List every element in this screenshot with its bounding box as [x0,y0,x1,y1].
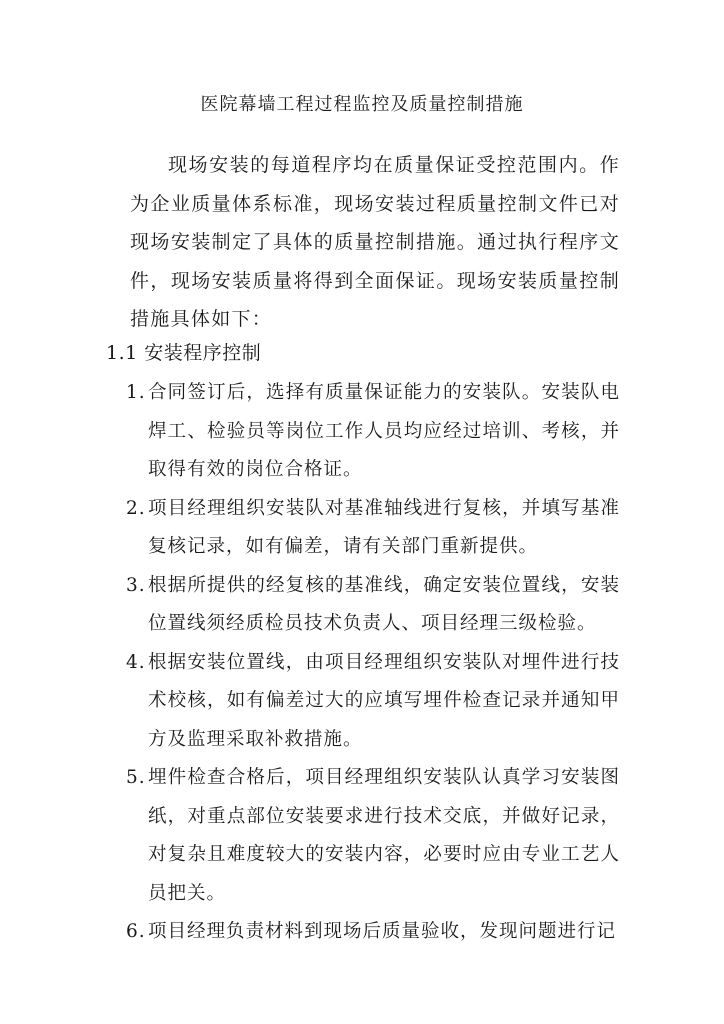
procedure-list [126,374,620,952]
document-title: 医院幕墙工程过程监控及质量控制措施 [200,94,524,115]
list-item-text: 根据安装位置线，由项目经理组织安装队对埋件进行技术校核，如有偏差过大的应填写埋件检查记录并通知甲方及监理采取补救措施。 [148,651,620,750]
list-item-text: 埋件检查合格后，项目经理组织安装队认真学习安装图纸，对重点部位安装要求进行技术交底，并做好记录，对复杂且难度较大的安装内容，必要时应由专业工艺人员把关。 [148,767,620,904]
list-item-6 [126,913,620,952]
list-item-3 [126,567,620,644]
list-item-text: 项目经理组织安装队对基准轴线进行复核，并填写基准复核记录，如有偏差，请有关部门重新提供。 [148,497,620,557]
list-item-number: 2. [126,497,146,519]
list-item-text: 合同签订后，选择有质量保证能力的安装队。安装队电焊工、检验员等岗位工作人员均应经过培训、考核，并取得有效的岗位合格证。 [148,382,620,480]
list-item-text: 根据所提供的经复核的基准线，确定安装位置线，安装位置线须经质检员技术负责人、项目经理三级检验。 [148,574,620,634]
list-item-1 [126,374,620,490]
list-item-4 [126,644,620,760]
list-item-2 [126,490,620,567]
list-item-number: 6. [126,921,146,942]
list-item-number: 4. [126,651,146,673]
intro-paragraph: 现场安装的每道程序均在质量保证受控范围内。作为企业质量体系标准，现场安装过程质量控制文件已对现场安装制定了具体的质量控制措施。通过执行程序文件，现场安装质量将得到全面保证。现场安装质量控制措施具体如下： [130,154,620,330]
list-item-number: 1. [126,382,146,403]
list-item-text: 项目经理负责材料到现场后质量验收，发现问题进行记 [148,921,617,942]
section-heading: 1.1 安装程序控制 [106,342,262,364]
list-item-number: 3. [126,574,146,596]
list-item-5 [126,759,620,913]
list-item-number: 5. [126,767,146,788]
